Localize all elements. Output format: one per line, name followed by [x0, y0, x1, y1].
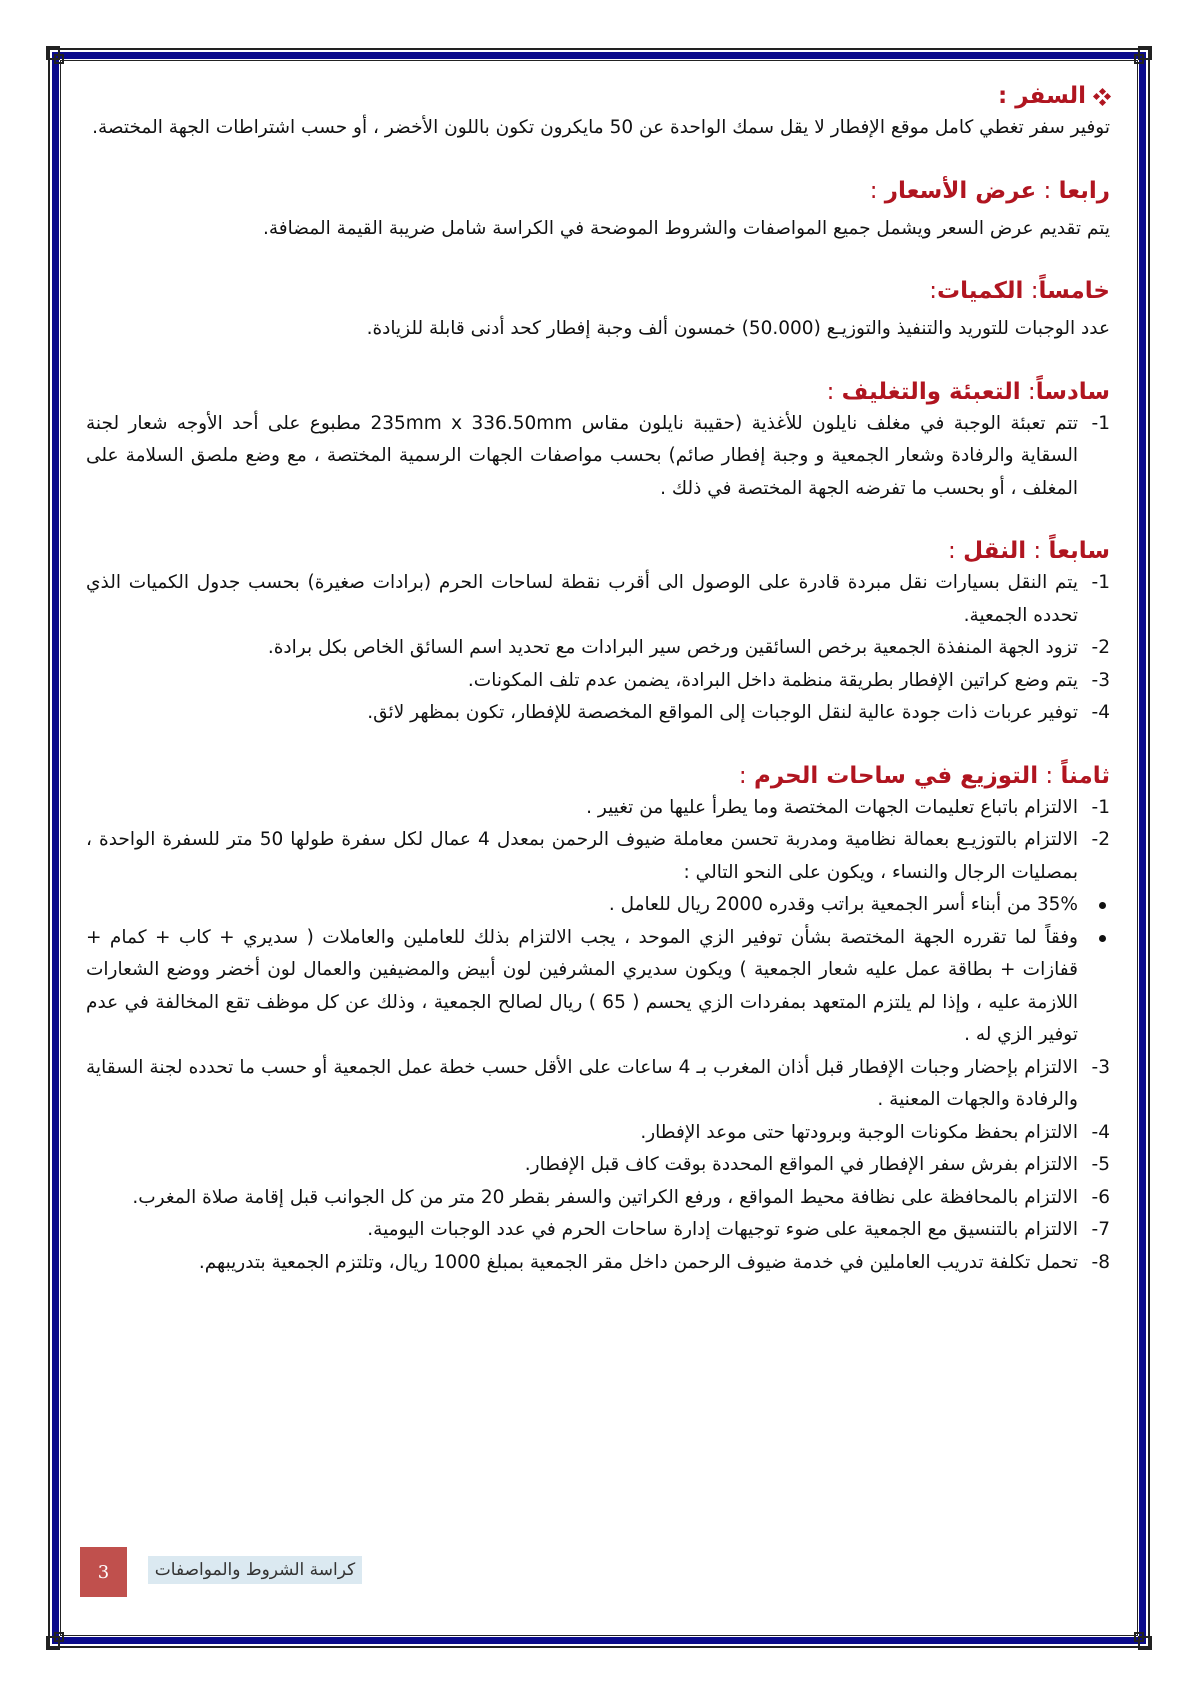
bullet-text: وفقاً لما تقرره الجهة المختصة بشأن توفير الزي الموحد ، يجب الالتزام بذلك للعاملين والعاملات ( سديري + كاب + كمام + قفازات + بطاقة عمل عليه شعار الجمعية ) ويكون سديري المشرفين لون أبيض والمضيفين والعمال لون أخضر ووضع الشعارات اللازمة عليه ، وإذا لم يلتزم المتعهد بمفردات الزي يحسم ( 65 ) ريال لصالح الجمعية ، وذلك عن كل موظف تقع المخالفة في عدم توفير الزي له . — [86, 926, 1078, 1045]
list-item — [86, 1182, 1110, 1215]
heading-packaging-sep: : — [1020, 378, 1036, 405]
item-text: تزود الجهة المنفذة الجمعية برخص السائقين ورخص سير البرادات مع تحديد اسم السائق الخاص بكل برادة. — [267, 637, 1078, 658]
item-text: يتم النقل بسيارات نقل مبردة قادرة على الوصول الى أقرب نقطة لساحات الحرم (برادات صغيرة) بحسب جدول الكميات الذي تحدده الجمعية. — [86, 572, 1078, 626]
list-item — [86, 1149, 1110, 1182]
item-text: الالتزام بالتنسيق مع الجمعية على ضوء توجيهات إدارة ساحات الحرم في عدد الوجبات اليومية. — [367, 1219, 1078, 1240]
distribution-list-b — [86, 1052, 1110, 1280]
document-body — [86, 80, 1110, 1279]
item-number: -5 — [1091, 1154, 1110, 1175]
list-item — [86, 408, 1110, 506]
heading-transport-suffix: : — [948, 538, 964, 564]
paragraph-quantities: عدد الوجبات للتوريد والتنفيذ والتوزيـع (50.000) خمسون ألف وجبة إفطار كحد أدنى قابلة للزيادة. — [366, 318, 1110, 339]
heading-packaging-title: التعبئة والتغليف — [841, 378, 1021, 405]
list-item — [86, 1214, 1110, 1247]
list-item — [86, 665, 1110, 698]
item-number: -4 — [1091, 702, 1110, 723]
item-number: -4 — [1091, 1121, 1110, 1143]
heading-packaging-suffix: : — [826, 378, 842, 405]
list-item — [86, 1117, 1110, 1150]
item-number: -1 — [1091, 572, 1110, 593]
item-number: -3 — [1091, 669, 1110, 691]
heading-prices-suffix: : — [869, 177, 885, 204]
heading-prices-sep: : — [1036, 177, 1059, 204]
paragraph-sufar: توفير سفر تغطي كامل موقع الإفطار لا يقل سمك الواحدة عن 50 مايكرون تكون باللون الأخضر ، أو حسب اشتراطات الجهة المختصة. — [92, 117, 1110, 138]
heading-transport-title: النقل — [963, 538, 1027, 564]
item-text: يتم وضع كراتين الإفطار بطريقة منظمة داخل البرادة، يضمن عدم تلف المكونات. — [467, 669, 1078, 691]
corner-ornament-top-right-inner — [1134, 54, 1144, 64]
item-number: -2 — [1091, 637, 1110, 658]
heading-prices — [86, 175, 1110, 207]
heading-packaging-prefix: سادساً — [1035, 378, 1110, 405]
list-item — [86, 632, 1110, 665]
paragraph-prices: يتم تقديم عرض السعر ويشمل جميع المواصفات والشروط الموضحة في الكراسة شامل ضريبة القيمة المضافة. — [262, 217, 1110, 239]
heading-transport-sep: : — [1026, 538, 1049, 564]
list-item — [86, 1247, 1110, 1280]
item-text: تحمل تكلفة تدريب العاملين في خدمة ضيوف الرحمن داخل مقر الجمعية بمبلغ 1000 ريال، وتلتزم الجمعية بتدريبهم. — [198, 1251, 1078, 1273]
heading-distribution-suffix: : — [738, 762, 754, 789]
diamond-bullet-icon — [1094, 89, 1110, 105]
list-item — [86, 567, 1110, 632]
item-text: الالتزام بالمحافظة على نظافة محيط المواقع ، ورفع الكراتين والسفر بقطر 20 متر من كل الجوانب قبل إقامة صلاة المغرب. — [132, 1186, 1078, 1208]
corner-ornament-bottom-left-inner — [54, 1632, 64, 1642]
heading-distribution — [86, 760, 1110, 792]
heading-transport-prefix: سابعاً — [1048, 538, 1110, 564]
bullet-dot-icon — [1099, 902, 1106, 909]
heading-sufar-title: السفر : — [998, 83, 1086, 109]
item-number: -7 — [1091, 1219, 1110, 1240]
transport-list — [86, 567, 1110, 730]
heading-quantities — [86, 275, 1110, 307]
item-number: -6 — [1091, 1186, 1110, 1208]
item-number: -1 — [1091, 412, 1110, 434]
footer-document-title: كراسة الشروط والمواصفات — [148, 1556, 362, 1584]
item-text: الالتزام باتباع تعليمات الجهات المختصة وما يطرأ عليها من تغيير . — [586, 796, 1078, 818]
packaging-list — [86, 408, 1110, 506]
heading-packaging — [86, 376, 1110, 408]
list-item — [86, 1052, 1110, 1117]
corner-ornament-bottom-right-inner — [1134, 1632, 1144, 1642]
list-item — [86, 792, 1110, 825]
item-text: الالتزام بحفظ مكونات الوجبة وبرودتها حتى موعد الإفطار. — [640, 1121, 1078, 1143]
heading-prices-prefix: رابعا — [1058, 177, 1110, 204]
item-number: -2 — [1091, 829, 1110, 850]
corner-ornament-top-left-inner — [54, 54, 64, 64]
item-text: الالتزام بالتوزيـع بعمالة نظامية ومدربة تحسن معاملة ضيوف الرحمن بمعدل 4 عمال لكل سفرة طولها 50 متر للسفرة الواحدة ، بمصليات الرجال والنساء ، ويكون على النحو التالي : — [86, 829, 1079, 883]
heading-quantities-prefix: خامساً — [1038, 278, 1110, 304]
list-item — [86, 697, 1110, 730]
heading-quantities-sep: : — [1023, 278, 1039, 304]
bullet-item — [86, 889, 1110, 922]
page-number-box: 3 — [80, 1547, 127, 1597]
distribution-bullets — [86, 889, 1110, 1052]
heading-distribution-title: التوزيع في ساحات الحرم — [753, 762, 1039, 789]
heading-quantities-suffix: : — [929, 278, 937, 304]
heading-distribution-prefix: ثامناً — [1060, 762, 1110, 789]
item-number: -1 — [1091, 796, 1110, 818]
heading-distribution-sep: : — [1038, 762, 1061, 789]
item-text: الالتزام بإحضار وجبات الإفطار قبل أذان المغرب بـ 4 ساعات على الأقل حسب خطة عمل الجمعية أو حسب ما تحدده لجنة السقاية والرفادة والجهات المعنية . — [86, 1056, 1079, 1110]
item-text: توفير عربات ذات جودة عالية لنقل الوجبات إلى المواقع المخصصة للإفطار، تكون بمظهر لائق. — [367, 702, 1078, 723]
bullet-dot-icon — [1099, 935, 1106, 942]
heading-transport — [86, 535, 1110, 567]
heading-quantities-title: الكميات — [936, 278, 1024, 304]
item-number: -8 — [1091, 1251, 1110, 1273]
distribution-list-a — [86, 792, 1110, 890]
bullet-item — [86, 922, 1110, 1052]
item-text: تتم تعبئة الوجبة في مغلف نايلون للأغذية (حقيبة نايلون مقاس 235mm x 336.50mm مطبوع على أحد الأوجه شعار لجنة السقاية والرفادة وشعار الجمعية و وجبة إفطار صائم) بحسب مواصفات الجهات الرسمية المختصة ، مع وضع ملصق السلامة على المغلف ، أو بحسب ما تفرضه الجهة المختصة في ذلك . — [86, 412, 1078, 499]
heading-prices-title: عرض الأسعار — [884, 177, 1037, 204]
item-number: -3 — [1091, 1056, 1110, 1078]
bullet-text: 35% من أبناء أسر الجمعية براتب وقدره 2000 ريال للعامل . — [608, 894, 1078, 915]
item-text: الالتزام بفرش سفر الإفطار في المواقع المحددة بوقت كاف قبل الإفطار. — [524, 1154, 1078, 1175]
list-item — [86, 824, 1110, 889]
heading-sufar — [86, 80, 1110, 112]
